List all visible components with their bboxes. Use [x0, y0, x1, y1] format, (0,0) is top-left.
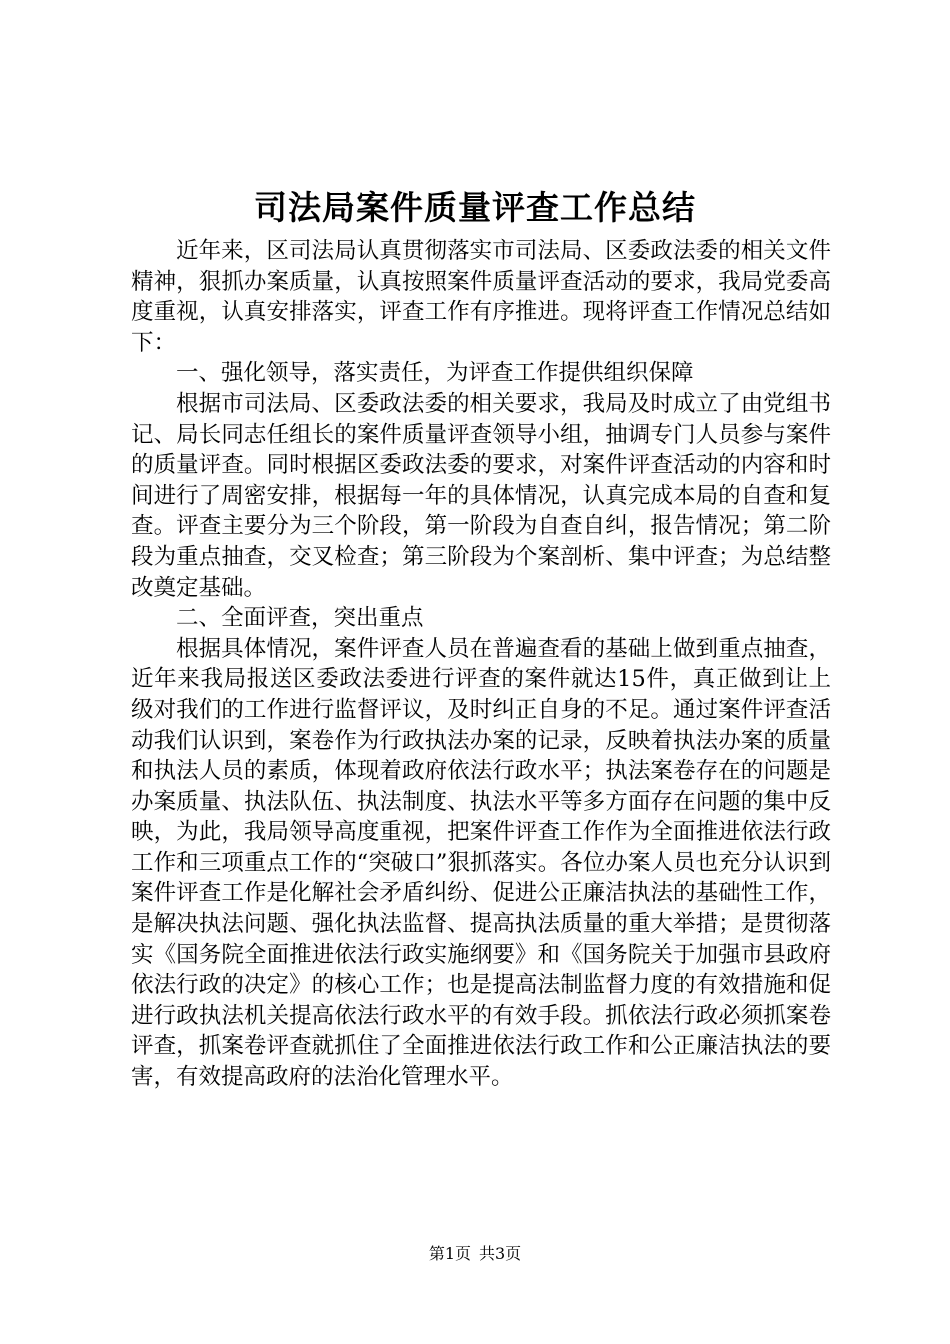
page-number: 第1页	[428, 1244, 471, 1263]
paragraph-section-2: 根据具体情况，案件评查人员在普遍查看的基础上做到重点抽查，近年来我局报送区委政法委进行评查的案件就达15件，真正做到让上级对我们的工作进行监督评议，及时纠正自身的不足。通过案件评查活动我们认识到，案卷作为行政执法办案的记录，反映着执法办案的质量和执法人员的素质，体现着政府依法行政水平；执法案卷存在的问题是办案质量、执法队伍、执法制度、执法水平等多方面存在问题的集中反映，为此，我局领导高度重视，把案件评查工作作为全面推进依法行政工作和三项重点工作的“突破口”狠抓落实。各位办案人员也充分认识到案件评查工作是化解社会矛盾纠纷、促进公正廉洁执法的基础性工作，是解决执法问题、强化执法监督、提高执法质量的重大举措；是贯彻落实《国务院全面推进依法行政实施纲要》和《国务院关于加强市县政府依法行政的决定》的核心工作；也是提高法制监督力度的有效措施和促进行政执法机关提高依法行政水平的有效手段。抓依法行政必须抓案卷评查，抓案卷评查就抓住了全面推进依法行政工作和公正廉洁执法的要害，有效提高政府的法治化管理水平。	[131, 635, 831, 1091]
page-total: 共3页	[479, 1244, 522, 1263]
document-body	[131, 236, 831, 1093]
paragraph-intro: 近年来，区司法局认真贯彻落实市司法局、区委政法委的相关文件精神，狠抓办案质量，认真按照案件质量评查活动的要求，我局党委高度重视，认真安排落实，评查工作有序推进。现将评查工作情况总结如下：	[131, 238, 831, 356]
document-title: 司法局案件质量评查工作总结	[254, 188, 696, 227]
section-heading-1: 一、强化领导，落实责任，为评查工作提供组织保障	[176, 360, 694, 387]
paragraph-section-1: 根据市司法局、区委政法委的相关要求，我局及时成立了由党组书记、局长同志任组长的案件质量评查领导小组，抽调专门人员参与案件的质量评查。同时根据区委政法委的要求，对案件评查活动的内容和时间进行了周密安排，根据每一年的具体情况，认真完成本局的自查和复查。评查主要分为三个阶段，第一阶段为自查自纠，报告情况；第二阶段为重点抽查，交叉检查；第三阶段为个案剖析、集中评查；为总结整改奠定基础。	[131, 390, 831, 601]
section-heading-2: 二、全面评查，突出重点	[176, 605, 424, 632]
page-footer	[0, 1244, 950, 1264]
